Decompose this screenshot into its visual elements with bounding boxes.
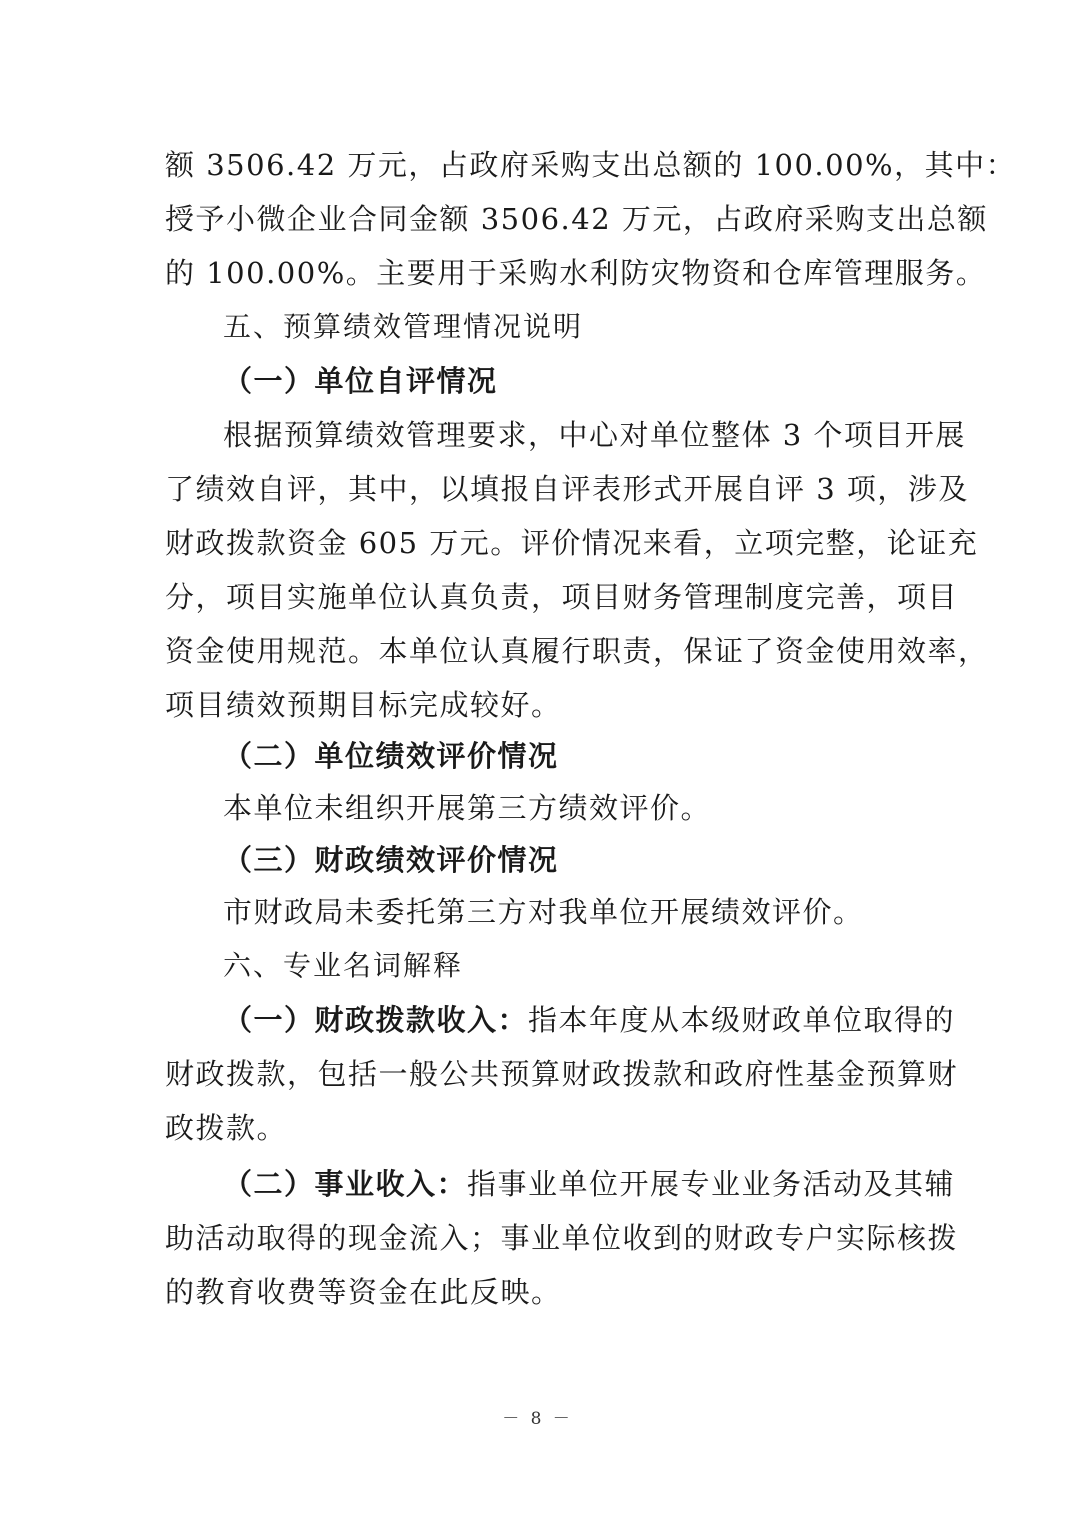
term-label: （二）事业收入： (223, 1167, 468, 1201)
paragraph-line: 财政拨款资金 605 万元。评价情况来看，立项完整，论证充 (165, 526, 979, 560)
subsection-heading: （二）单位绩效评价情况 (223, 739, 559, 773)
subsection-heading: （三）财政绩效评价情况 (223, 843, 559, 877)
paragraph-line: 分，项目实施单位认真负责，项目财务管理制度完善，项目 (165, 580, 959, 614)
section-heading: 六、专业名词解释 (223, 949, 464, 982)
paragraph-line: 财政拨款，包括一般公共预算财政拨款和政府性基金预算财 (165, 1057, 959, 1091)
paragraph-line: 本单位未组织开展第三方绩效评价。 (223, 791, 712, 825)
paragraph-line: 项目绩效预期目标完成较好。 (165, 688, 562, 722)
term-label: （一）财政拨款收入： (223, 1003, 529, 1037)
paragraph-line: 了绩效自评，其中，以填报自评表形式开展自评 3 项，涉及 (165, 472, 969, 506)
page-number: － 8 － (502, 1409, 573, 1429)
paragraph-line: 授予小微企业合同金额 3506.42 万元，占政府采购支出总额 (165, 202, 988, 236)
paragraph-line: 额 3506.42 万元，占政府采购支出总额的 100.00%，其中： (165, 148, 1017, 182)
paragraph-line: 根据预算绩效管理要求，中心对单位整体 3 个项目开展 (223, 418, 966, 452)
paragraph-line: 的教育收费等资金在此反映。 (165, 1275, 562, 1309)
section-heading: 五、预算绩效管理情况说明 (223, 310, 584, 343)
subsection-heading: （一）单位自评情况 (223, 364, 498, 398)
term-line (223, 1164, 956, 1204)
term-definition: 指事业单位开展专业业务活动及其辅 (467, 1167, 956, 1201)
paragraph-line: 政拨款。 (165, 1111, 288, 1145)
paragraph-line: 的 100.00%。主要用于采购水利防灾物资和仓库管理服务。 (165, 256, 987, 290)
term-definition: 指本年度从本级财政单位取得的 (528, 1003, 956, 1037)
paragraph-line: 助活动取得的现金流入；事业单位收到的财政专户实际核拨 (165, 1221, 959, 1255)
paragraph-line: 资金使用规范。本单位认真履行职责，保证了资金使用效率， (165, 634, 989, 668)
term-line (223, 1000, 956, 1040)
paragraph-line: 市财政局未委托第三方对我单位开展绩效评价。 (223, 895, 864, 929)
